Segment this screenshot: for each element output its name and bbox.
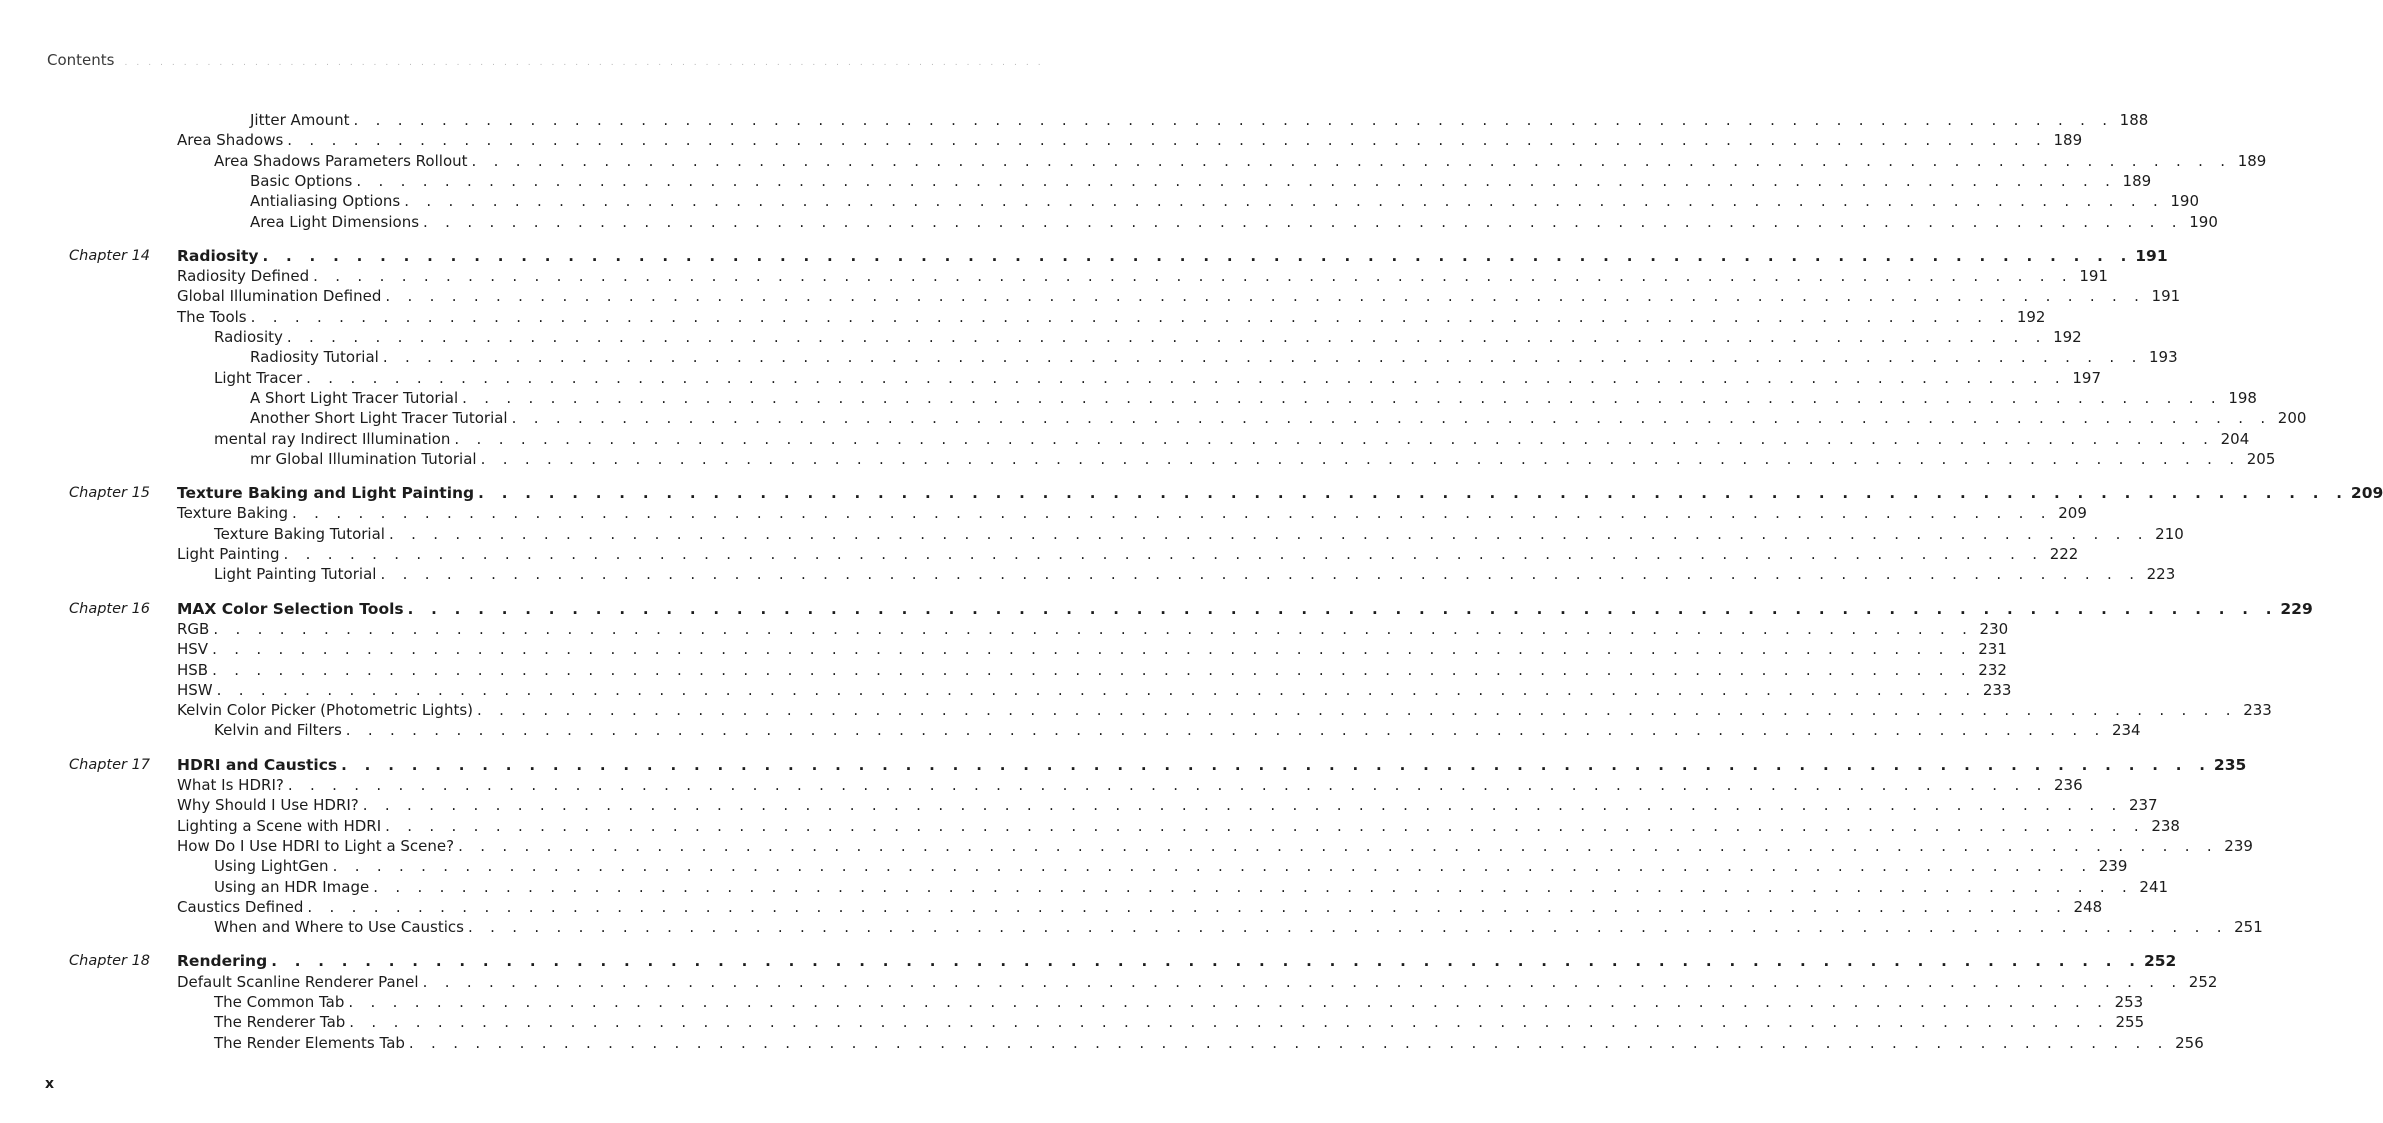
entry-page-number: 256 [2175, 1033, 2204, 1052]
entry-title: Area Light Dimensions [250, 212, 420, 231]
toc-entry[interactable] [214, 327, 2082, 347]
entry-page-number: 191 [2151, 287, 2181, 306]
toc-entry[interactable] [177, 972, 2218, 992]
dot-leader: . . . . . . . . . . . . . . . . . . . . . . . . . . . . . . . . . . . . . . . . . . . . . . . . . . . . . . . . . . . . . . . . . . . . . . . . . . . . . . . . [306, 368, 2066, 387]
toc-entry[interactable] [177, 503, 2087, 523]
entry-title: Radiosity Defined [177, 267, 310, 286]
dot-leader: . . . . . . . . . . . . . . . . . . . . . . . . . . . . . . . . . . . . . . . . . . . . . . . . . . . . . . . . . . . . . . . . . . . . . . . . . . . . . . . . [283, 545, 2044, 563]
toc-entry[interactable] [214, 992, 2144, 1012]
entry-title: The Common Tab [214, 993, 345, 1011]
page-number: x [45, 1076, 55, 1092]
entry-title: Radiosity [177, 246, 259, 265]
entry-page-number: 223 [2146, 565, 2176, 584]
dot-leader: . . . . . . . . . . . . . . . . . . . . . . . . . . . . . . . . . . . . . . . . . . . . . . . . . . . . . . . . . . . . . . . . . . . . . . . . . . . . . . . . [271, 952, 2142, 971]
toc-entry[interactable] [250, 408, 2307, 428]
dot-leader: . . . . . . . . . . . . . . . . . . . . . . . . . . . . . . . . . . . . . . . . . . . . . . . . . . . . . . . . . . . . . . . . . . . . . . . . . . . . . . . . [362, 796, 2123, 815]
entry-page-number: 230 [1979, 619, 2009, 638]
entry-page-number: 192 [2016, 307, 2046, 326]
toc-entry[interactable] [177, 660, 2007, 680]
toc-entry[interactable] [177, 544, 2079, 564]
dot-leader: . . . . . . . . . . . . . . . . . . . . . . . . . . . . . . . . . . . . . . . . . . . . . . . . . . . . . . . . . . . . . . . . . . . . . . . . . . . . . . . . [422, 972, 2183, 991]
toc-entry[interactable] [250, 212, 2218, 232]
entry-title: What Is HDRI? [177, 776, 284, 794]
entry-page-number: 189 [2053, 131, 2083, 150]
entry-title: Jitter Amount [250, 111, 350, 129]
toc-entry[interactable] [177, 266, 2108, 286]
dot-leader: . . . . . . . . . . . . . . . . . . . . . . . . . . . . . . . . . . . . . . . . . . . . . . . . . . . . . . . . . . . . . . . . . . . . . . . . . . . . . . . . [477, 701, 2237, 720]
dot-leader: . . . . . . . . . . . . . . . . . . . . . . . . . . . . . . . . . . . . . . . . . . . . . . . . . . . . . . . . . . . . . . . . . . . . . . . . . . . . . . . . [458, 836, 2218, 855]
toc-entry[interactable] [177, 307, 2046, 327]
dot-leader: . . . . . . . . . . . . . . . . . . . . . . . . . . . . . . . . . . . . . . . . . . . . . . . . . . . . . . . . . . . . . . . . . . . . . . . . . . . . . . . . [404, 192, 2165, 211]
entry-page-number: 233 [1982, 680, 2012, 699]
toc-entry[interactable] [177, 286, 2181, 306]
toc-entry[interactable] [250, 449, 2276, 469]
dot-leader: . . . . . . . . . . . . . . . . . . . . . . . . . . . . . . . . . . . . . . . . . . . . . . . . . . . . . . . . . . . . . . . . . . . . . . . . . . . . . . . . [313, 267, 2073, 286]
dot-leader: . . . . . . . . . . . . . . . . . . . . . . . . . . . . . . . . . . . . . . . . . . . . . . . . . . . . . . . . . . . . . . . . . . . . . . . . . . . . . . . . [467, 918, 2228, 937]
entry-title: Basic Options [250, 171, 353, 190]
dot-leader: . . . . . . . . . . . . . . . . . . . . . . . . . . . . . . . . . . . . . . . . . . . . . . . . . . . . . . . . . . . . . . . . . . . . . . . . . . . . . . . . [262, 246, 2133, 265]
toc-entry[interactable] [250, 191, 2200, 211]
dot-leader: . . . . . . . . . . . . . . . . . . . . . . . . . . . . . . . . . . . . . . . . . . . . . . . . . . . . . . . . . . . . . . . . . . . . . . . . . . . . . . . . [423, 212, 2183, 231]
entry-page-number: 248 [2073, 897, 2103, 916]
entry-title: HDRI and Caustics [177, 755, 338, 774]
dot-leader: . . . . . . . . . . . . . . . . . . . . . . . . . . . . . . . . . . . . . . . . . . . . . . . . . . . . . . . . . . . . . . . . . . . . . . . . . . . . . . . . [307, 897, 2068, 916]
toc-entry[interactable] [177, 897, 2103, 917]
dot-leader: . . . . . . . . . . . . . . . . . . . . . . . . . . . . . . . . . . . . . . . . . . . . . . . . . . . . . . . . . . . . . . . . . . . . . . . . . . . . . . . . [385, 287, 2146, 306]
entry-page-number: 222 [2049, 545, 2079, 563]
dot-leader: . . . . . . . . . . . . . . . . . . . . . . . . . . . . . . . . . . . . . . . . . . . . . . . . . . . . . . . . . . . . . . . . . . . . . . . . . . . . . . . . [373, 877, 2134, 896]
entry-title: HSW [177, 680, 213, 699]
toc-entry[interactable] [214, 1033, 2204, 1053]
toc-entry[interactable] [177, 816, 2180, 836]
entry-page-number: 252 [2143, 952, 2177, 971]
dot-leader: . . . . . . . . . . . . . . . . . . . . . . . . . . . . . . . . . . . . . . . . . . . . . . . . . . . . . . . . . . . . . . . . . . . . . . . . . . . . . . . . [348, 993, 2109, 1011]
entry-title: mr Global Illumination Tutorial [250, 449, 477, 468]
entry-title: HSB [177, 660, 209, 679]
entry-title: Global Illumination Defined [177, 287, 382, 306]
entry-title: A Short Light Tracer Tutorial [250, 388, 459, 407]
entry-title: RGB [177, 619, 210, 638]
toc-entry[interactable] [214, 429, 2250, 449]
entry-page-number: 236 [2054, 776, 2083, 794]
entry-title: Lighting a Scene with HDRI [177, 816, 382, 835]
dot-leader: . . . . . . . . . . . . . . . . . . . . . . . . . . . . . . . . . . . . . . . . . . . . . . . . . . . . . . . . . . . . . . . . . . . . . . . . . . . . . . . . [454, 429, 2215, 448]
entry-page-number: 241 [2139, 877, 2169, 896]
running-header [47, 51, 1050, 69]
dot-leader: . . . . . . . . . . . . . . . . . . . . . . . . . . . . . . . . . . . . . . . . . . . . . . . . . . . . . . . . . . . . . . . . . . . . . . . . . . . . . . . . [216, 680, 1977, 699]
toc-entry[interactable] [177, 775, 2083, 795]
dot-leader: . . . . . . . . . . . . . . . . . . . . . . . . . . . . . . . . . . . . . . . . . . . . . . . . . . . . . . . . . . . . . . . . . . . . . . . . . . . . . . . . [356, 171, 2117, 190]
entry-page-number: 192 [2053, 328, 2082, 346]
chapter-entry[interactable] [177, 246, 2168, 266]
dot-leader: . . . . . . . . . . . . . . . . . . . . . . . . . . . . . . . . . . . . . . . . . . . . . . . . . . . . . . . . . . . . . . . . . . . . . . . . . . . . . . . . [385, 816, 2145, 835]
entry-page-number: 190 [2189, 212, 2218, 231]
entry-page-number: 209 [2058, 504, 2087, 523]
toc-entry[interactable] [250, 171, 2152, 191]
entry-title: Radiosity Tutorial [250, 348, 379, 367]
entry-title: Using an HDR Image [214, 877, 370, 896]
toc-entry[interactable] [250, 347, 2178, 367]
dot-leader: . . . . . . . . . . . . . . . . . . . . . . . . . . . . . . . . . . . . . . . . . . . . . . . . . . . . . . . . . . . . . . . . . . . . . . . . . . . . . . . . [471, 151, 2232, 170]
toc-entry[interactable] [214, 856, 2128, 876]
dot-leader: . . . . . . . . . . . . . . . . . . . . . . . . . . . . . . . . . . . . . . . . . . . . . . . . . . . . . . . . . . . . . . . . . . . . . . . . . . . . . . . . [250, 307, 2011, 326]
entry-title: Default Scanline Renderer Panel [177, 972, 419, 991]
toc-entry[interactable] [177, 700, 2272, 720]
dot-leader: . . . . . . . . . . . . . . . . . . . . . . . . . . . . . . . . . . . . . . . . . . . . . . . . . . . . . . . . . . . . . . . . . . . . . . . . . . . . . . . . [462, 388, 2222, 407]
entry-title: Kelvin Color Picker (Photometric Lights) [177, 701, 473, 720]
chapter-label: Chapter 16 [69, 600, 151, 617]
entry-title: HSV [177, 640, 209, 659]
toc-entry[interactable] [177, 639, 2007, 659]
entry-page-number: 239 [2098, 857, 2128, 876]
dot-leader: . . . . . . . . . . . . . . . . . . . . . . . . . . . . . . . . . . . . . . . . . . . . . . . . . . . . . . . . . . . . . . . . . . . . . . . . . . . . . . . . [380, 565, 2141, 584]
entry-title: Area Shadows Parameters Rollout [214, 151, 468, 170]
entry-title: Antialiasing Options [250, 192, 401, 211]
entry-title: Light Tracer [214, 368, 303, 387]
entry-page-number: 251 [2234, 918, 2263, 937]
entry-page-number: 189 [2237, 151, 2267, 170]
entry-title: mental ray Indirect Illumination [214, 429, 451, 448]
dot-leader: . . . . . . . . . . . . . . . . . . . . . . . . . . . . . . . . . . . . . . . . . . . . . . . . . . . . . . . . . . . . . . . . . . . . . . . . . . . . . . . . [407, 599, 2278, 618]
chapter-entry[interactable] [177, 951, 2177, 971]
dot-leader: . . . . . . . . . . . . . . . . . . . . . . . . . . . . . . . . . . . . . . . . . . . . . . . . . . . . . . . . . . . . . . . . . . . . . . . . . . . . . . . . [349, 1013, 2110, 1032]
toc-entry[interactable] [177, 130, 2083, 150]
entry-title: Using LightGen [214, 857, 329, 876]
entry-page-number: 229 [2280, 599, 2313, 618]
entry-page-number: 189 [2122, 171, 2152, 190]
dot-leader: . . . . . . . . . . . . . . . . . . . . . . . . . . . . . . . . . . . . . . . . . . . . . . . . . . . . . . . . . . . . . . . . . . . . . . . . . . . . . . . . [332, 857, 2093, 876]
toc-entry[interactable] [250, 110, 2149, 130]
entry-title: Texture Baking [177, 504, 289, 523]
dot-leader: . . . . . . . . . . . . . . . . . . . . . . . . . . . . . . . . . . . . . . . . . . . . . . . . . . . . . . . . . . . . . . . . . . . . . . . . . . . . . . . . [388, 524, 2149, 543]
entry-title: Light Painting Tutorial [214, 565, 377, 584]
chapter-entry[interactable] [177, 755, 2247, 775]
entry-page-number: 198 [2228, 388, 2257, 407]
toc-entry[interactable] [214, 1012, 2145, 1032]
entry-title: When and Where to Use Caustics [214, 918, 464, 937]
toc-entry[interactable] [214, 524, 2184, 544]
entry-title: Rendering [177, 952, 268, 971]
entry-page-number: 255 [2115, 1013, 2145, 1032]
toc-entry[interactable] [177, 795, 2158, 815]
entry-title: How Do I Use HDRI to Light a Scene? [177, 836, 455, 855]
entry-title: The Tools [177, 307, 247, 326]
dot-leader: . . . . . . . . . . . . . . . . . . . . . . . . . . . . . . . . . . . . . . . . . . . . . . . . . . . . . . . . . . . . . . . . . . . . . . . . . . . . . . . . [408, 1033, 2169, 1052]
entry-page-number: 252 [2188, 972, 2218, 991]
entry-page-number: 238 [2151, 816, 2180, 835]
dot-leader: . . . . . . . . . . . . . . . . . . . . . . . . . . . . . . . . . . . . . . . . . . . . . . . . . . . . . . . . . . . . . . . . . . . . . . . . . . . . . . . . [212, 660, 1972, 679]
entry-page-number: 197 [2072, 368, 2101, 387]
entry-title: Light Painting [177, 545, 280, 563]
dot-leader: . . . . . . . . . . . . . . . . . . . . . . . . . . . . . . . . . . . . . . . . . . . . . . . . . . . . . . . . . . . . . . . . . . . . . . . . . . . . . . . . [478, 484, 2349, 503]
dot-leader: . . . . . . . . . . . . . . . . . . . . . . . . . . . . . . . . . . . . . . . . . . . . . . . . . . . . . . . . . . . . . . . . . . . . . . . . . . . . . . . . [287, 776, 2048, 794]
entry-page-number: 190 [2170, 192, 2200, 211]
dot-leader: . . . . . . . . . . . . . . . . . . . . . . . . . . . . . . . . . . . . . . . . . . . . . . . . . . . . . . . . . . . . . . . . . . . . . . . . . . . . . . . . [382, 348, 2143, 367]
dot-leader: . . . . . . . . . . . . . . . . . . . . . . . . . . . . . . . . . . . . . . . . . . . . . . . . . . . . . . . . . . . . . . . . . . . . . . . . . . . . . . . . [353, 111, 2114, 129]
chapter-entry[interactable] [177, 483, 2383, 503]
dot-leader: . . . . . . . . . . . . . . . . . . . . . . . . . . . . . . . . . . . . . . . . . . . . . . . . . . . . . . . . . . . . . . . . . . . . . . . . . . . . . . . . [287, 131, 2048, 150]
dot-leader: . . . . . . . . . . . . . . . . . . . . . . . . . . . . . . . . . . . . . . . . . . . . . . . . . . . . . . . . . . . . . . . . . . . . . . . . . . . . . . . . [286, 328, 2047, 346]
entry-page-number: 235 [2213, 755, 2247, 774]
toc-entry[interactable] [214, 720, 2141, 740]
entry-page-number: 210 [2155, 524, 2184, 543]
chapter-label: Chapter 17 [69, 756, 151, 773]
toc-entry[interactable] [214, 564, 2176, 584]
entry-title: Caustics Defined [177, 897, 304, 916]
toc-entry[interactable] [214, 151, 2267, 171]
toc-entry[interactable] [177, 619, 2009, 639]
entry-page-number: 204 [2220, 429, 2250, 448]
dot-leader: . . . . . . . . . . . . . . . . . . . . . . . . . . . . . . . . . . . . . . . . . . . . . . . . . . . . . . . . . . . . . . . . . . . . . . . . . . . . . . . . [345, 721, 2106, 740]
entry-page-number: 232 [1978, 660, 2007, 679]
entry-page-number: 234 [2111, 721, 2141, 740]
entry-title: Another Short Light Tracer Tutorial [250, 409, 508, 428]
chapter-entry[interactable] [177, 599, 2313, 619]
entry-page-number: 188 [2119, 111, 2149, 129]
entry-title: Kelvin and Filters [214, 721, 342, 740]
header-label: Contents [47, 51, 115, 69]
entry-title: Area Shadows [177, 131, 284, 150]
chapter-label: Chapter 14 [69, 247, 151, 264]
entry-page-number: 191 [2135, 246, 2168, 265]
chapter-label: Chapter 15 [69, 485, 151, 502]
entry-title: Radiosity [214, 328, 283, 346]
toc-entry[interactable] [177, 680, 2012, 700]
toc-entry[interactable] [250, 388, 2257, 408]
dot-leader: . . . . . . . . . . . . . . . . . . . . . . . . . . . . . . . . . . . . . . . . . . . . . . . . . . . . . . . . . . . . . . . . . . . . . . . . . . . . . . . . [213, 619, 1974, 638]
entry-title: Texture Baking and Light Painting [177, 484, 475, 503]
dot-leader: . . . . . . . . . . . . . . . . . . . . . . . . . . . . . . . . . . . . . . . . . . . . . . . . . . . . . . . . . . . . . . . . . . . . . . . . . . . . . . . . [480, 449, 2241, 468]
toc-entry[interactable] [177, 836, 2253, 856]
toc-entry[interactable] [214, 368, 2101, 388]
entry-page-number: 191 [2079, 267, 2108, 286]
header-dot-leader: .............................................................................. [124, 58, 1050, 68]
entry-title: Why Should I Use HDRI? [177, 796, 359, 815]
chapter-label: Chapter 18 [69, 953, 151, 970]
entry-page-number: 237 [2128, 796, 2158, 815]
dot-leader: . . . . . . . . . . . . . . . . . . . . . . . . . . . . . . . . . . . . . . . . . . . . . . . . . . . . . . . . . . . . . . . . . . . . . . . . . . . . . . . . [292, 504, 2052, 523]
entry-title: The Render Elements Tab [214, 1033, 405, 1052]
entry-page-number: 233 [2243, 701, 2272, 720]
entry-page-number: 209 [2350, 484, 2383, 503]
entry-page-number: 253 [2114, 993, 2144, 1011]
entry-page-number: 193 [2149, 348, 2178, 367]
entry-title: The Renderer Tab [214, 1013, 346, 1032]
dot-leader: . . . . . . . . . . . . . . . . . . . . . . . . . . . . . . . . . . . . . . . . . . . . . . . . . . . . . . . . . . . . . . . . . . . . . . . . . . . . . . . . [341, 755, 2212, 774]
dot-leader: . . . . . . . . . . . . . . . . . . . . . . . . . . . . . . . . . . . . . . . . . . . . . . . . . . . . . . . . . . . . . . . . . . . . . . . . . . . . . . . . [511, 409, 2272, 428]
entry-title: Texture Baking Tutorial [214, 524, 385, 543]
toc-entry[interactable] [214, 917, 2263, 937]
entry-page-number: 239 [2224, 836, 2253, 855]
entry-page-number: 231 [1978, 640, 2007, 659]
entry-title: MAX Color Selection Tools [177, 599, 404, 618]
entry-page-number: 200 [2277, 409, 2307, 428]
toc-entry[interactable] [214, 877, 2169, 897]
dot-leader: . . . . . . . . . . . . . . . . . . . . . . . . . . . . . . . . . . . . . . . . . . . . . . . . . . . . . . . . . . . . . . . . . . . . . . . . . . . . . . . . [212, 640, 1972, 659]
entry-page-number: 205 [2246, 449, 2276, 468]
